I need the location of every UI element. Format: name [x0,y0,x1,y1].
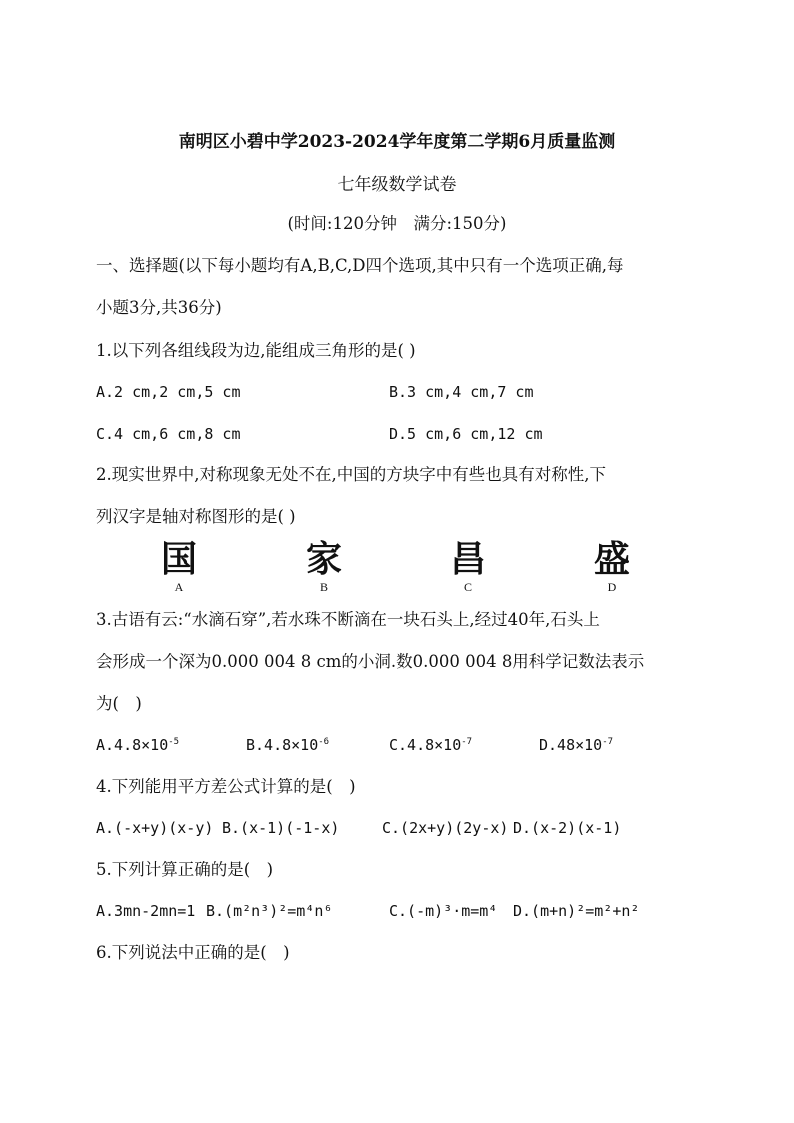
q5-option-d: D.(m+n)²=m²+n² [513,902,640,920]
exam-time-score: (时间:120分钟 满分:150分) [287,214,507,233]
q4-option-c: C.(2x+y)(2y-x) [382,819,509,837]
q3-option-d: $D.48\times 10^{-7}$ [539,736,614,754]
q5-option-a: A.3mn-2mn=1 [96,902,196,920]
q2-char-d: 盛 [593,539,630,580]
q4-option-a: A.(-x+y)(x-y) [96,819,214,837]
q2-char-c: 昌 [449,539,486,580]
q2-stem-line1: 2.现实世界中,对称现象无处不在,中国的方块字中有些也具有对称性,下 [96,465,606,484]
q1-option-d: D.5 cm,6 cm,12 cm [389,425,543,443]
section-heading-line2: 小题3分,共36分) [96,298,222,317]
exam-title: 南明区小碧中学2023-2024学年度第二学期6月质量监测 [178,132,616,152]
q2-char-b: 家 [305,539,342,580]
q4-stem: 4.下列能用平方差公式计算的是( ) [96,777,356,796]
q2-stem-line2: 列汉字是轴对称图形的是( ) [96,507,296,526]
q3-option-b-exponent: -6 [318,737,330,747]
q3-option-d-exponent: -7 [602,737,614,747]
q3-option-c-exponent: -7 [461,737,473,747]
q5-option-b: B.(m²n³)²=m⁴n⁶ [206,902,333,920]
q3-stem-line2: 会形成一个深为0.000 004 8 cm的小洞.数0.000 004 8用科学记数法表示 [96,652,645,671]
q6-stem: 6.下列说法中正确的是( ) [96,943,290,962]
q2-char-label-a: A [174,580,184,594]
exam-subtitle: 七年级数学试卷 [337,175,457,195]
section-heading-line1: 一、选择题(以下每小题均有A,B,C,D四个选项,其中只有一个选项正确,每 [96,256,624,275]
q2-char-a: 国 [160,539,197,580]
q3-option-a-exponent: -5 [168,737,180,747]
q5-option-c: C.(-m)³·m=m⁴ [389,902,498,920]
q2-char-label-c: C [463,580,472,594]
q2-char-label-b: B [319,580,328,594]
q3-option-b: $B.4.8\times 10^{-6}$ [246,736,330,754]
q3-stem-line1: 3.古语有云:“水滴石穿”,若水珠不断滴在一块石头上,经过40年,石头上 [96,610,600,629]
q3-option-a: $A.4.8\times 10^{-5}$ [96,736,180,754]
q3-stem-line3: 为( ) [96,694,142,713]
q5-stem: 5.下列计算正确的是( ) [96,860,274,879]
q1-stem: 1.以下列各组线段为边,能组成三角形的是( ) [96,341,416,360]
q4-option-b: B.(x-1)(-1-x) [222,819,340,837]
q1-option-c: C.4 cm,6 cm,8 cm [96,425,241,443]
q2-char-label-d: D [607,580,617,594]
q3-option-c: $C.4.8\times 10^{-7}$ [389,736,473,754]
q1-option-b: B.3 cm,4 cm,7 cm [389,383,534,401]
q4-option-d: D.(x-2)(x-1) [513,819,622,837]
q1-option-a: A.2 cm,2 cm,5 cm [96,383,241,401]
